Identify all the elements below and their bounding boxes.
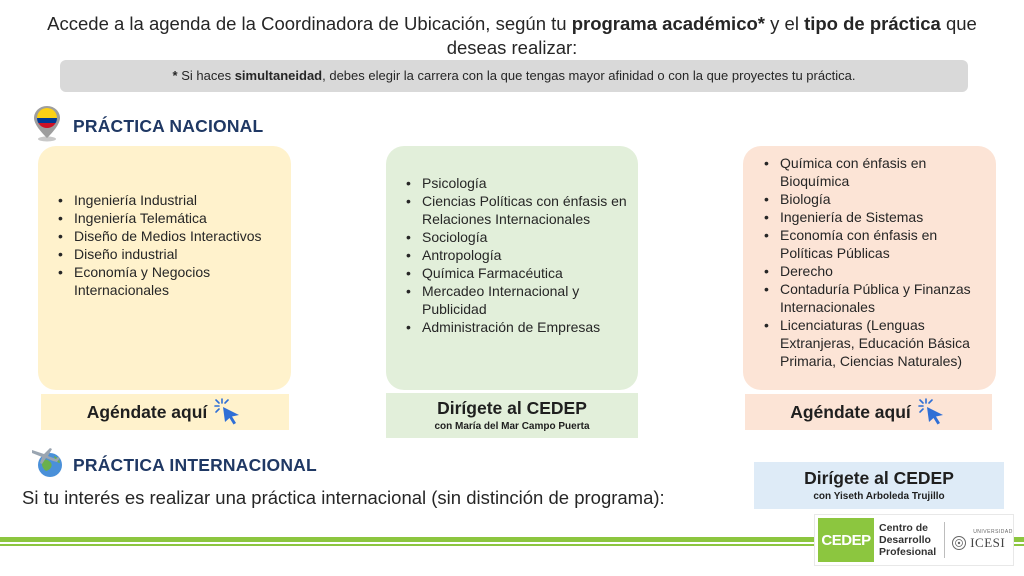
list-item: • Diseño de Medios Interactivos <box>52 227 282 245</box>
section-title-internacional: PRÁCTICA INTERNACIONAL <box>73 455 317 475</box>
cedep-button-label: Dirígete al CEDEP <box>804 467 954 488</box>
list-item: • Licenciaturas (Lenguas Extranjeras, Educación Básica Primaria, Ciencias Naturales) <box>758 316 983 370</box>
cedep-button-nacional[interactable] <box>386 393 638 438</box>
simultaneity-note: * Si haces simultaneidad, debes elegir la carrera con la que tengas mayor afinidad o con la que proyectes tu práctica. <box>60 60 968 92</box>
list-item: • Administración de Empresas <box>400 318 632 336</box>
schedule-button-1[interactable] <box>41 394 289 430</box>
airplane-globe-icon <box>30 444 66 480</box>
section-title-nacional: PRÁCTICA NACIONAL <box>73 116 264 136</box>
list-item: • Ingeniería Telemática <box>52 209 282 227</box>
list-item: • Química con énfasis en Bioquímica <box>758 154 983 190</box>
cedep-logo-block: CEDEP <box>818 518 874 562</box>
schedule-button-label: Agéndate aquí <box>86 402 208 422</box>
list-item: • Derecho <box>758 262 983 280</box>
cedep-logo-text: Centro de Desarrollo Profesional <box>879 522 937 558</box>
list-item: • Ciencias Políticas con énfasis en Relaciones Internacionales <box>400 192 632 228</box>
list-item: • Antropología <box>400 246 632 264</box>
cedep-contact-name: con María del Mar Campo Puerta <box>434 420 590 432</box>
logo-separator <box>944 522 945 558</box>
icesi-logo: UNIVERSIDAD ICESI <box>951 529 1013 551</box>
list-item: • Sociología <box>400 228 632 246</box>
schedule-button-3[interactable] <box>745 394 992 430</box>
list-item: • Psicología <box>400 174 632 192</box>
list-item: • Biología <box>758 190 983 208</box>
schedule-button-label: Agéndate aquí <box>790 402 911 422</box>
click-cursor-icon <box>213 398 243 426</box>
cedep-button-internacional[interactable] <box>754 462 1004 509</box>
list-item: • Economía con énfasis en Políticas Públicas <box>758 226 983 262</box>
program-card-1 <box>38 146 291 390</box>
program-card-2 <box>386 146 638 390</box>
intro-text: Accede a la agenda de la Coordinadora de Ubicación, según tu programa académico* y el tipo de práctica que deseas realizar: <box>47 13 977 58</box>
cedep-icesi-logo <box>814 514 1014 566</box>
list-item: • Ingeniería Industrial <box>52 191 282 209</box>
click-cursor-icon <box>917 398 947 426</box>
program-list-1 <box>52 191 282 299</box>
international-text: Si tu interés es realizar una práctica internacional (sin distinción de programa): <box>22 487 665 508</box>
cedep-contact-name: con Yiseth Arboleda Trujillo <box>813 490 945 502</box>
colombia-map-pin-icon <box>32 104 62 142</box>
list-item: • Diseño industrial <box>52 245 282 263</box>
list-item: • Química Farmacéutica <box>400 264 632 282</box>
list-item: • Economía y Negocios Internacionales <box>52 263 282 299</box>
program-list-2 <box>400 174 632 336</box>
cedep-button-label: Dirígete al CEDEP <box>437 397 587 418</box>
list-item: • Mercadeo Internacional y Publicidad <box>400 282 632 318</box>
list-item: • Ingeniería de Sistemas <box>758 208 983 226</box>
icesi-emblem-icon <box>951 535 967 551</box>
list-item: • Contaduría Pública y Finanzas Internacionales <box>758 280 983 316</box>
program-list-3 <box>758 154 983 370</box>
program-card-3 <box>743 146 996 390</box>
